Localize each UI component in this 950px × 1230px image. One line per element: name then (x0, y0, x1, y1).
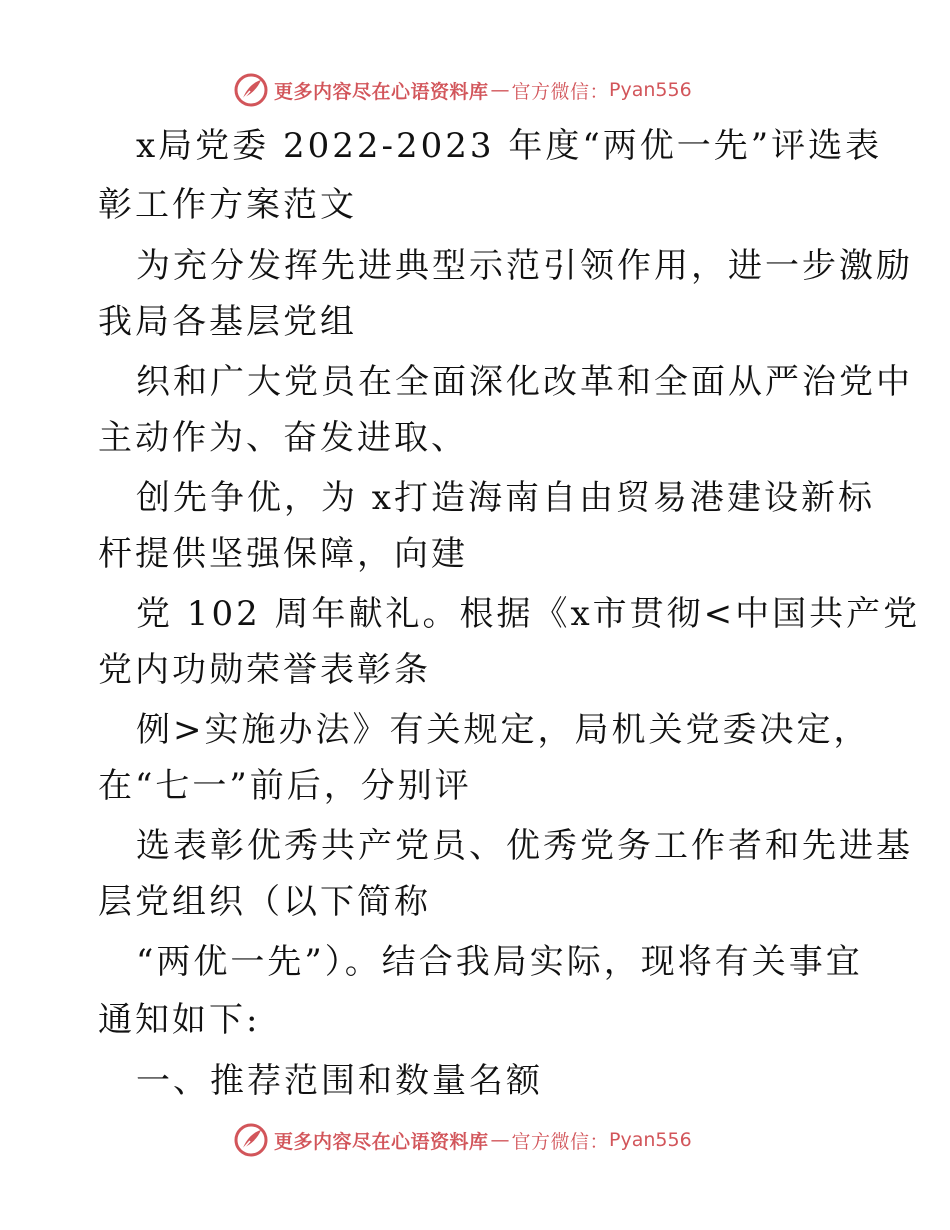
watermark-brand-text: 更多内容尽在心语资料库 (274, 1130, 489, 1153)
body-line: 主动作为、奋发进取、 (98, 418, 468, 458)
body-line: 织和广大党员在全面深化改革和全面从严治党中 (136, 362, 913, 402)
body-line: 层党组织（以下简称 (98, 882, 431, 922)
watermark-wechat-id: Pyan556 (609, 1129, 692, 1151)
watermark-brand-text: 更多内容尽在心语资料库 (274, 80, 489, 103)
body-line: 通知如下: (98, 1000, 261, 1040)
body-line: 党内功勋荣誉表彰条 (98, 650, 431, 690)
body-line: 我局各基层党组 (98, 302, 357, 342)
body-line: 杆提供坚强保障，向建 (98, 534, 468, 574)
section-heading: 一、推荐范围和数量名额 (136, 1061, 543, 1101)
watermark-dash: — (490, 1129, 510, 1151)
document-title-line-1: x局党委 2022-2023 年度“两优一先”评选表 (136, 126, 883, 166)
watermark-wechat-id: Pyan556 (609, 79, 692, 101)
body-line: 例>实施办法》有关规定，局机关党委决定， (136, 710, 871, 750)
watermark-wechat-label: 官方微信： (511, 1130, 610, 1153)
footer-watermark (234, 1123, 692, 1157)
body-line: 党 102 周年献礼。根据《x市贯彻<中国共产党 (136, 594, 921, 634)
body-line: 创先争优，为 x打造海南自由贸易港建设新标 (136, 478, 875, 518)
watermark-dash: — (490, 79, 510, 101)
body-line: 为充分发挥先进典型示范引领作用，进一步激励 (136, 246, 913, 286)
document-title-line-2: 彰工作方案范文 (98, 185, 357, 225)
feather-quill-logo-icon (234, 1123, 268, 1157)
body-line: 选表彰优秀共产党员、优秀党务工作者和先进基 (136, 826, 913, 866)
watermark-wechat-label: 官方微信： (511, 80, 610, 103)
body-line: “两优一先”）。结合我局实际，现将有关事宜 (136, 942, 863, 982)
body-line: 在“七一”前后，分别评 (98, 766, 472, 806)
